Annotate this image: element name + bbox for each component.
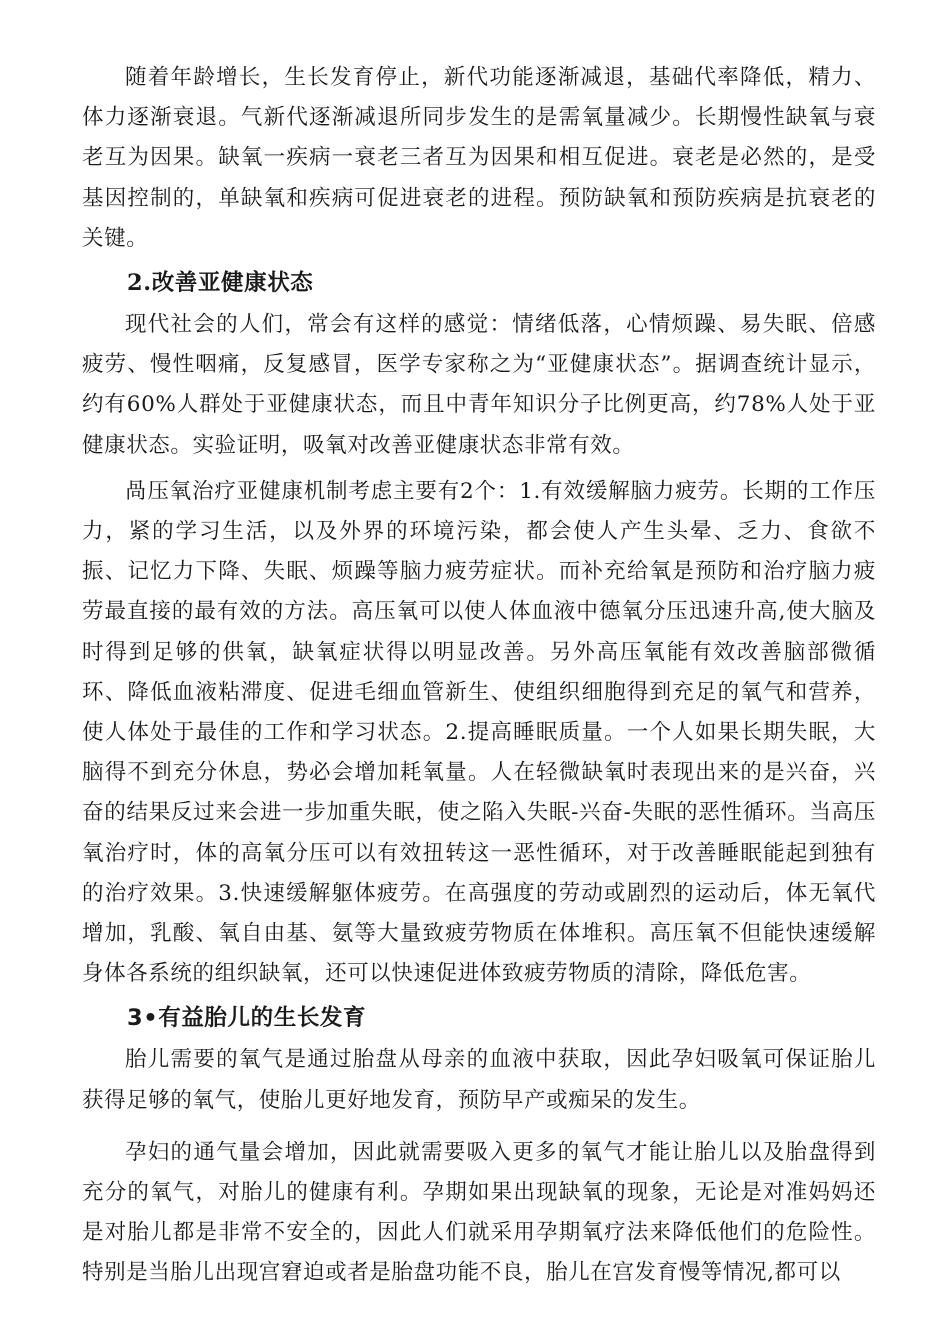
paragraph-fetal-oxygen: 胎儿需要的氧气是通过胎盘从母亲的血液中获取，因此孕妇吸氧可保证胎儿获得足够的氧气，使胎儿更好地发育，预防早产或痴呆的发生。 [82, 1047, 876, 1113]
paragraph-pregnancy-oxygen: 孕妇的通气量会增加，因此就需要吸入更多的氧气才能让胎儿以及胎盘得到充分的氧气，对胎儿的健康有利。孕期如果出现缺氧的现象，无论是对准妈妈还是对胎儿都是非常不安全的，因此人们就采用孕期氧疗法来降低他们的危险性。特别是当胎儿出现宫窘迫或者是胎盘功能不良，胎儿在宫发育慢等情况,都可以 [82, 1139, 876, 1286]
paragraph-subhealth-mechanism: 咼压氧治疗亚健康机制考虑主要有2个：1.有效缓解脑力疲劳。长期的工作压力，紧的学习生活，以及外界的环境污染，都会使人产生头晕、乏力、食欲不振、记忆力下降、失眠、烦躁等脑力疲劳症状。而补充给氧是预防和治疗脑力疲劳最直接的最有效的方法。高压氧可以使人体血液中德氧分压迅速升高,使大脑及时得到足够的供氧，缺氧症状得以明显改善。另外高压氧能有效改善脑部微循环、降低血液粘滞度、促进毛细血管新生、使组织细胞得到充足的氧气和营养，使人体处于最佳的工作和学习状态。2.提高睡眠质量。一个人如果长期失眠，大脑得不到充分休息，势必会增加耗氧量。人在轻微缺氧时表现出来的是兴奋，兴奋的结果反过来会进一步加重失眠，使之陷入失眠-兴奋-失眠的恶性循环。当高压氧治疗时，体的高氧分压可以有效扭转这一恶性循环，对于改善睡眠能起到独有的治疗效果。3.快速缓解躯体疲劳。在高强度的劳动或剧烈的运动后，体无氧代增加，乳酸、氧自由基、氨等大量致疲劳物质在体堆积。高压氧不但能快速缓解身体各系统的组织缺氧，还可以快速促进体致疲劳物质的清除，降低危害。 [82, 478, 876, 987]
paragraph-subhealth-intro: 现代社会的人们，常会有这样的感觉：情绪低落，心情烦躁、易失眠、倍感疲劳、慢性咽痛，反复感冒，医学专家称之为“亚健康状态”。据调查统计显示，约有60%人群处于亚健康状态，而且中青年知识分子比例更高，约78%人处于亚健康状态。实验证明，吸氧对改善亚健康状态非常有效。 [82, 312, 876, 458]
heading-fetal-development: 3•有益胎儿的生长发育 [127, 1005, 367, 1032]
heading-subhealth: 2.改善亚健康状态 [127, 270, 314, 297]
paragraph-aging: 随着年龄增长，生长发育停止，新代功能逐渐减退，基础代率降低，精力、体力逐渐衰退。气新代逐渐减退所同步发生的是需氧量减少。长期慢性缺氧与衰老互为因果。缺氧一疾病一衰老三者互为因果和相互促进。衰老是必然的，是受基因控制的，单缺氧和疾病可促进衰老的进程。预防缺氧和预防疾病是抗衰老的关键。 [82, 65, 876, 251]
